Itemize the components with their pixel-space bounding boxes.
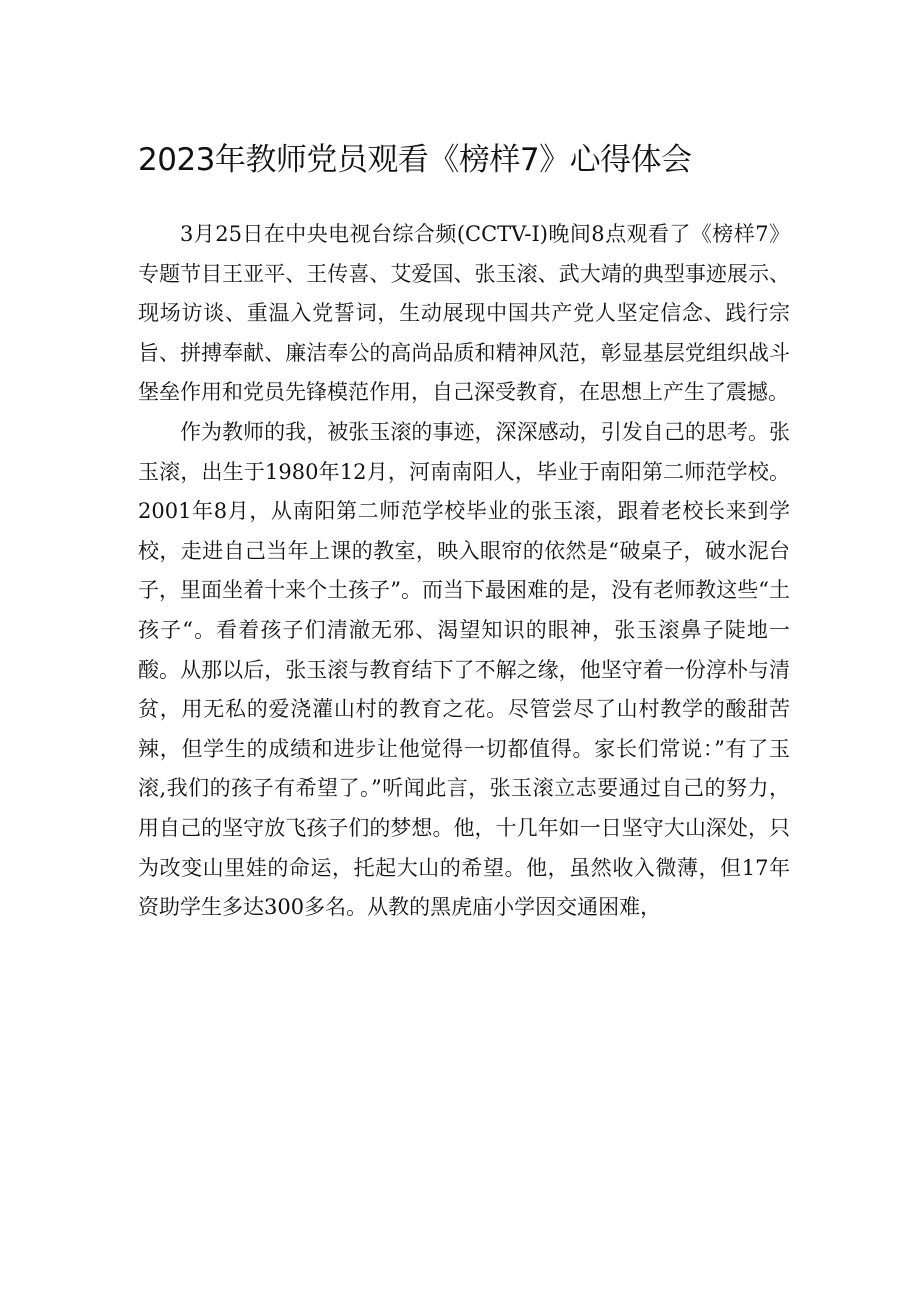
document-title: 2023年教师党员观看《榜样7》心得体会: [138, 142, 692, 178]
paragraph-1: 3月25日在中央电视台综合频(CCTV-I)晚间8点观看了《榜样7》专题节目王亚平、王传喜、艾爱国、张玉滚、武大靖的典型事迹展示、现场访谈、重温入党誓词，生动展现中国共产党人坚定信念、践行宗旨、拼搏奉献、廉洁奉公的高尚品质和精神风范，彰显基层党组织战斗堡垒作用和党员先锋模范作用，自己深受教育，在思想上产生了震撼。: [138, 222, 790, 405]
paragraph-2: 作为教师的我，被张玉滚的事迹，深深感动，引发自己的思考。张玉滚，出生于1980年12月，河南南阳人，毕业于南阳第二师范学校。2001年8月，从南阳第二师范学校毕业的张玉滚，跟着老校长来到学校，走进自己当年上课的教室，映入眼帘的依然是“破桌子，破水泥台子，里面坐着十来个土孩子”。而当下最困难的是，没有老师教这些“土孩子“。看着孩子们清澈无邪、渴望知识的眼神，张玉滚鼻子陡地一酸。从那以后，张玉滚与教育结下了不解之缘，他坚守着一份淳朴与清贫，用无私的爱浇灌山村的教育之花。尽管尝尽了山村教学的酸甜苦辣，但学生的成绩和进步让他觉得一切都值得。家长们常说：”有了玉滚,我们的孩子有希望了。”听闻此言，张玉滚立志要通过自己的努力，用自己的坚守放飞孩子们的梦想。他，十几年如一日坚守大山深处，只为改变山里娃的命运，托起大山的希望。他，虽然收入微薄，但17年资助学生多达300多名。从教的黑虎庙小学因交通困难，: [138, 419, 790, 920]
document-body: [138, 215, 790, 928]
